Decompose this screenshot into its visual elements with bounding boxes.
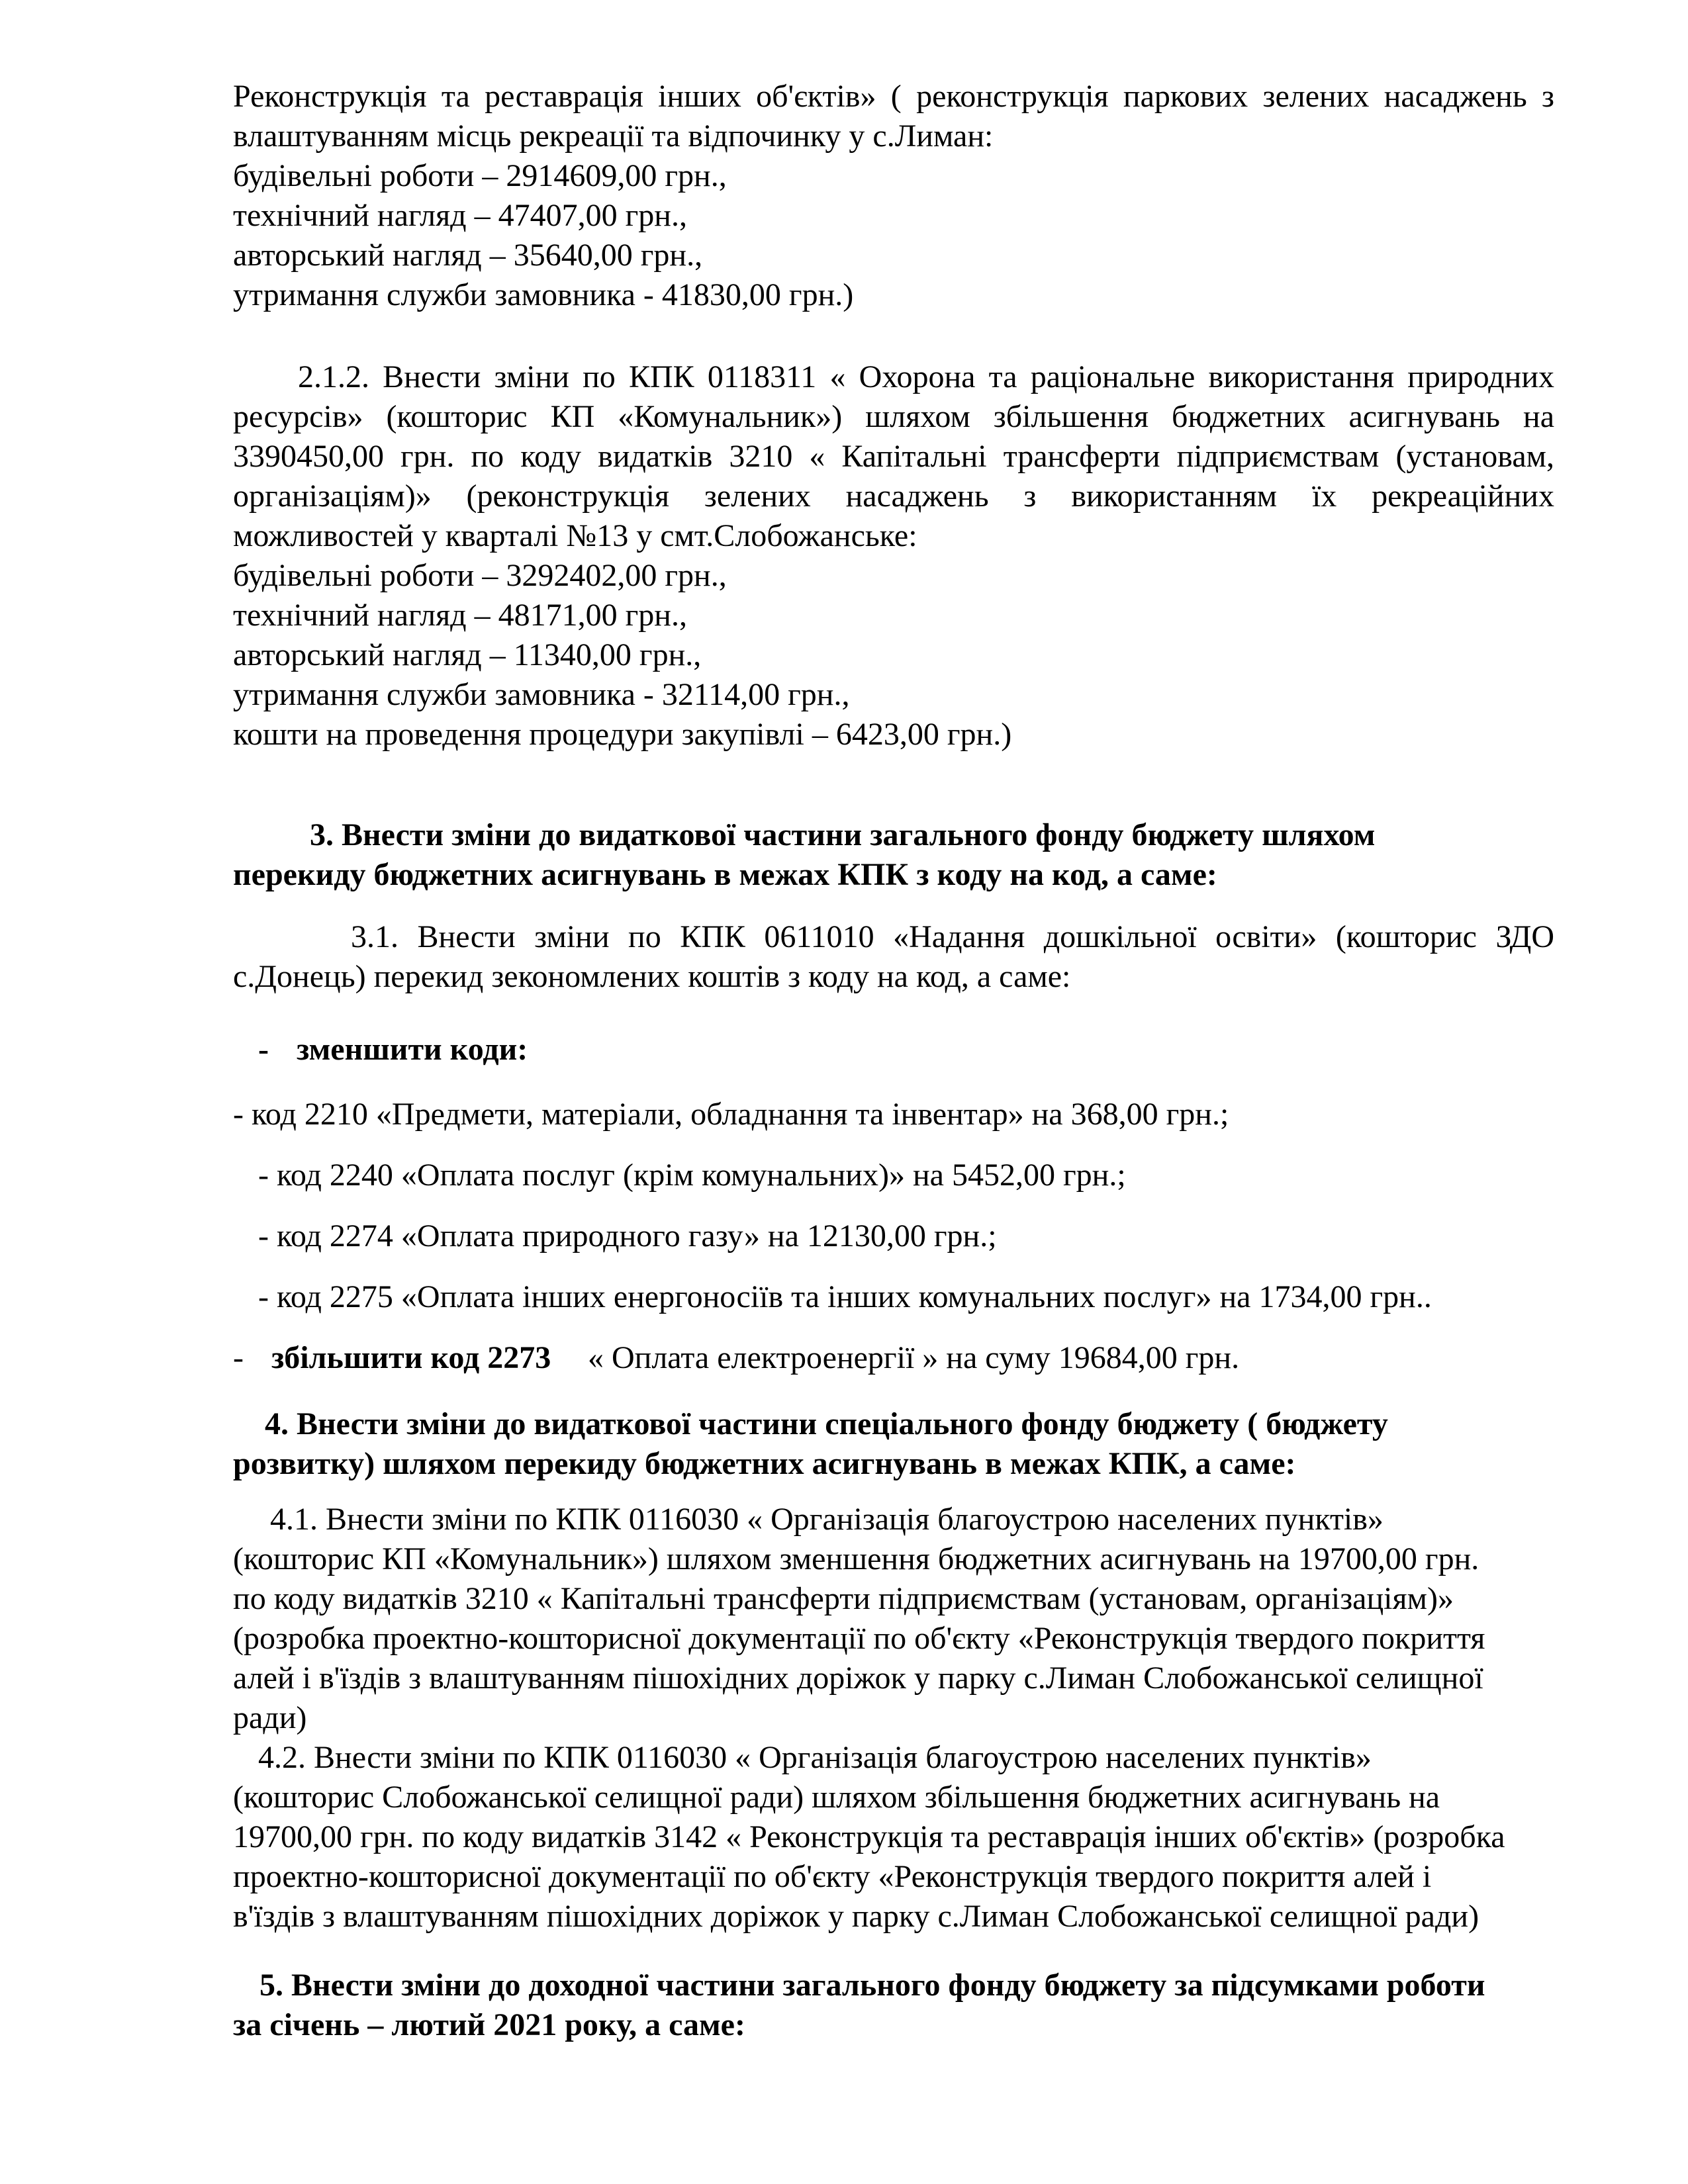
- paragraph-line: Реконструкція та реставрація інших об'єктів» ( реконструкція паркових зелених насаджень з: [233, 79, 1554, 114]
- paragraph-line: технічний нагляд – 48171,00 грн.,: [233, 598, 687, 633]
- increase-dash: -: [233, 1340, 244, 1375]
- paragraph-line: по коду видатків 3210 « Капітальні трансферти підприємствам (установам, організаціям)»: [233, 1581, 1454, 1616]
- list-item: - код 2210 «Предмети, матеріали, обладнання та інвентар» на 368,00 грн.;: [233, 1097, 1229, 1132]
- paragraph-line: 4.1. Внести зміни по КПК 0116030 « Організація благоустрою населених пунктів»: [270, 1502, 1383, 1537]
- paragraph-line: можливостей у кварталі №13 у смт.Слобожанське:: [233, 518, 917, 553]
- section-4-heading: 4. Внести зміни до видаткової частини спеціального фонду бюджету ( бюджету: [265, 1406, 1388, 1441]
- section-3-heading: 3. Внести зміни до видаткової частини загального фонду бюджету шляхом: [310, 817, 1376, 852]
- section-5-heading: за січень – лютий 2021 року, а саме:: [233, 2007, 745, 2042]
- paragraph-line: утримання служби замовника - 32114,00 грн.,: [233, 677, 850, 712]
- paragraph-line: (кошторис Слобожанської селищної ради) шляхом збільшення бюджетних асигнувань на: [233, 1780, 1440, 1815]
- paragraph-line: ради): [233, 1700, 307, 1735]
- list-item: - код 2275 «Оплата інших енергоносіїв та інших комунальних послуг» на 1734,00 грн..: [258, 1279, 1432, 1314]
- paragraph-line: 4.2. Внести зміни по КПК 0116030 « Організація благоустрою населених пунктів»: [258, 1740, 1372, 1775]
- reduce-codes-label: зменшити коди:: [297, 1032, 528, 1067]
- reduce-dash: -: [258, 1032, 269, 1067]
- section-5-heading: 5. Внести зміни до доходної частини загального фонду бюджету за підсумками роботи: [259, 1968, 1485, 2003]
- section-3-heading: перекиду бюджетних асигнувань в межах КПК з коду на код, а саме:: [233, 857, 1217, 892]
- section-4-heading: розвитку) шляхом перекиду бюджетних асигнувань в межах КПК, а саме:: [233, 1446, 1296, 1481]
- paragraph-line: утримання служби замовника - 41830,00 грн.): [233, 277, 854, 312]
- paragraph-line: організаціям)» (реконструкція зелених насаджень з використанням їх рекреаційних: [233, 478, 1554, 514]
- list-item: - код 2274 «Оплата природного газу» на 12130,00 грн.;: [258, 1218, 997, 1253]
- paragraph-line: 3.1. Внести зміни по КПК 0611010 «Надання дошкільної освіти» (кошторис ЗДО: [351, 919, 1554, 954]
- increase-code-text: « Оплата електроенергії » на суму 19684,00 грн.: [588, 1340, 1240, 1375]
- paragraph-line: будівельні роботи – 3292402,00 грн.,: [233, 558, 727, 593]
- paragraph-line: авторський нагляд – 11340,00 грн.,: [233, 637, 702, 672]
- paragraph-line: в'їздів з влаштуванням пішохідних доріжок у парку с.Лиман Слобожанської селищної ради): [233, 1899, 1479, 1934]
- paragraph-line: влаштуванням місць рекреації та відпочинку у с.Лиман:: [233, 118, 994, 154]
- paragraph-line: 2.1.2. Внести зміни по КПК 0118311 « Охорона та раціональне використання природних: [298, 359, 1554, 394]
- paragraph-line: 3390450,00 грн. по коду видатків 3210 « Капітальні трансферти підприємствам (установам,: [233, 439, 1554, 474]
- paragraph-line: с.Донець) перекид зекономлених коштів з коду на код, а саме:: [233, 959, 1071, 994]
- paragraph-line: будівельні роботи – 2914609,00 грн.,: [233, 158, 727, 193]
- increase-code-label: збільшити код 2273: [271, 1340, 551, 1375]
- paragraph-line: 19700,00 грн. по коду видатків 3142 « Реконструкція та реставрація інших об'єктів» (розробка: [233, 1819, 1505, 1854]
- paragraph-line: авторський нагляд – 35640,00 грн.,: [233, 238, 703, 273]
- paragraph-line: технічний нагляд – 47407,00 грн.,: [233, 198, 687, 233]
- paragraph-line: проектно-кошторисної документації по об'єкту «Реконструкція твердого покриття алей і: [233, 1859, 1432, 1894]
- paragraph-line: (розробка проектно-кошторисної документації по об'єкту «Реконструкція твердого покриття: [233, 1621, 1485, 1656]
- paragraph-line: ресурсів» (кошторис КП «Комунальник») шляхом збільшення бюджетних асигнувань на: [233, 399, 1554, 434]
- list-item: - код 2240 «Оплата послуг (крім комунальних)» на 5452,00 грн.;: [258, 1158, 1126, 1193]
- paragraph-line: кошти на проведення процедури закупівлі – 6423,00 грн.): [233, 717, 1012, 752]
- paragraph-line: (кошторис КП «Комунальник») шляхом зменшення бюджетних асигнувань на 19700,00 грн.: [233, 1541, 1479, 1576]
- paragraph-line: алей і в'їздів з влаштуванням пішохідних доріжок у парку с.Лиман Слобожанської селищної: [233, 1661, 1483, 1696]
